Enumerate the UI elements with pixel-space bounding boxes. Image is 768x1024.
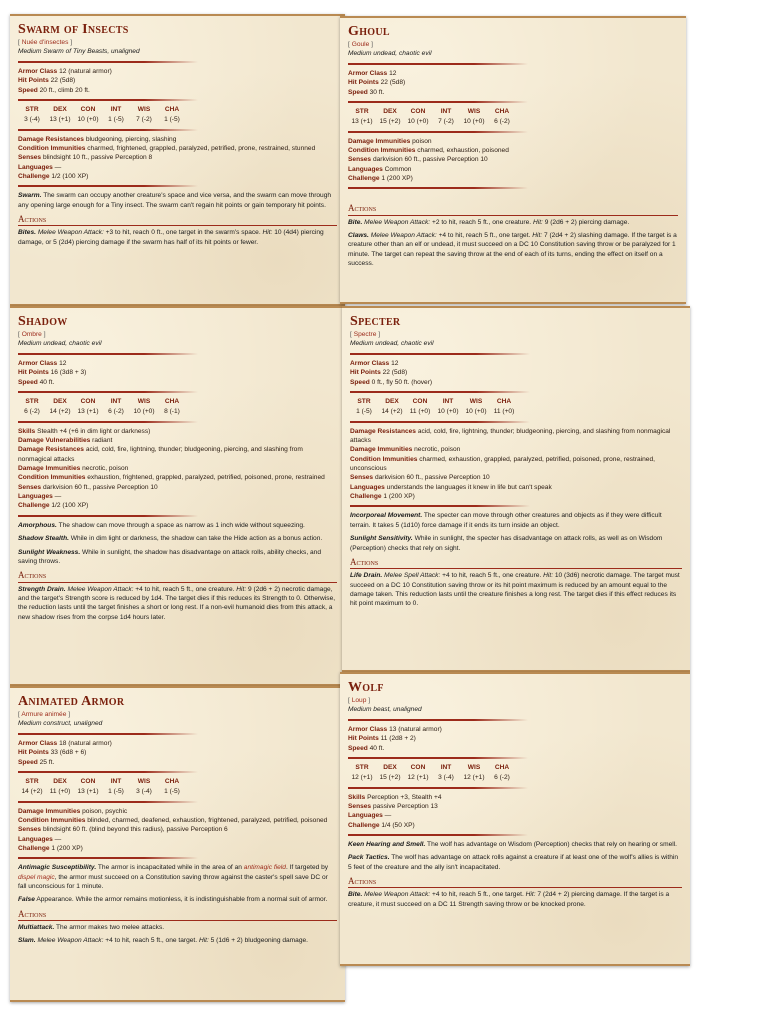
monster-translation: [ Spectre ] [350, 331, 381, 339]
languages: Languages Common [348, 165, 412, 173]
ability-value: 10 (+0) [77, 116, 99, 124]
action: Slam. Melee Weapon Attack: +4 to hit, reach 5 ft., one target. Hit: 5 (1d6 + 2) bludgeoning damage. [18, 937, 309, 945]
skills: Skills Stealth +4 (+6 in dim light or darkness) [18, 427, 151, 435]
armor-class: Armor Class 12 [348, 69, 397, 77]
damage-immunities: Damage Immunities necrotic, poison [350, 446, 461, 454]
ability-label: INT [110, 777, 122, 785]
ability-value: 3 (-4) [438, 774, 454, 782]
divider [18, 353, 198, 355]
ability-label: STR [25, 777, 39, 785]
armor-class: Armor Class 18 (natural armor) [18, 739, 112, 747]
action: Claws. Melee Weapon Attack: +4 to hit, reach 5 ft., one target. Hit: 7 (2d4 + 2) slashing damage. If the target is a creature other than an elf or undead, it must succeed on a DC 10 Constitution saving throw or be paralyzed for 1 minute. The target can repeat the saving throw at the end of each of its turns, ending the effect on itself on a success. [348, 232, 677, 268]
ability-label: STR [25, 105, 39, 113]
ability-label: CHA [164, 397, 180, 405]
actions-heading: Actions [348, 876, 682, 888]
ability-label: DEX [383, 107, 397, 115]
ability-label: CHA [496, 397, 512, 405]
ability-value: 10 (+0) [133, 408, 155, 416]
ability-value: 11 (+0) [493, 408, 515, 416]
damage-resistances: Damage Resistances bludgeoning, piercing, slashing [18, 135, 177, 143]
monster-translation: [ Armure animée ] [18, 711, 71, 719]
divider [348, 787, 528, 789]
ability-label: DEX [385, 397, 399, 405]
divider [348, 757, 528, 759]
ability-label: WIS [137, 777, 151, 785]
ability-value: 3 (-4) [136, 788, 152, 796]
monster-type: Medium undead, chaotic evil [350, 340, 434, 348]
stat-block-animated-armor [10, 686, 345, 1002]
ability-label: DEX [53, 105, 67, 113]
divider [18, 185, 198, 187]
challenge: Challenge 1/2 (100 XP) [18, 173, 89, 181]
action: Bite. Melee Weapon Attack: +2 to hit, reach 5 ft., one creature. Hit: 9 (2d6 + 2) piercing damage. [348, 218, 630, 226]
ability-value: 6 (-2) [108, 408, 124, 416]
monster-translation: [ Ombre ] [18, 331, 46, 339]
hit-points: Hit Points 16 (3d8 + 3) [18, 369, 87, 377]
ability-label: INT [110, 397, 122, 405]
action: Life Drain. Melee Spell Attack: +4 to hit, reach 5 ft., one creature. Hit: 10 (3d6) necrotic damage. The target must succeed on a DC 10 Constitution saving throw or its hit point maximum is reduced by an amount equal to the damage taken. This reduction lasts until the creature finishes a long rest. The target dies if this effect reduces its hit point maximum to 0. [350, 572, 680, 608]
ability-value: 12 (+1) [351, 774, 373, 782]
ability-value: 6 (-2) [494, 774, 510, 782]
ability-label: CON [410, 763, 426, 771]
senses: Senses darkvision 60 ft., passive Perception 10 [18, 483, 158, 491]
divider [18, 733, 198, 735]
stat-block-shadow [10, 306, 345, 686]
divider [350, 421, 530, 423]
divider [348, 63, 528, 65]
divider [18, 771, 198, 773]
challenge: Challenge 1 (200 XP) [350, 493, 415, 501]
monster-name: Wolf [348, 680, 384, 695]
divider [348, 131, 528, 133]
trait: Pack Tactics. The wolf has advantage on attack rolls against a creature if at least one of the wolf's allies is within 5 feet of the creature and the ally isn't incapacitated. [348, 854, 679, 871]
languages: Languages understands the languages it knew in life but can't speak [350, 483, 552, 491]
ability-value: 10 (+0) [407, 118, 429, 126]
damage-immunities: Damage Immunities necrotic, poison [18, 465, 129, 473]
trait: Sunlight Weakness. While in sunlight, the shadow has disadvantage on attack rolls, ability checks, and saving throws. [18, 548, 321, 565]
divider [348, 187, 528, 189]
armor-class: Armor Class 12 [18, 359, 67, 367]
actions-heading: Actions [350, 557, 682, 569]
ability-value: 6 (-2) [494, 118, 510, 126]
trait: Swarm. The swarm can occupy another creature's space and vice versa, and the swarm can move through any opening large enough for a Tiny insect. The swarm can't regain hit points or gain temporary hit points. [18, 192, 332, 209]
hit-points: Hit Points 11 (2d8 + 2) [348, 735, 416, 743]
trait: Sunlight Sensitivity. While in sunlight, the specter has disadvantage on attack rolls, as well as on Wisdom (Perception) checks that rely on sight. [350, 535, 663, 552]
actions-heading: Actions [18, 214, 337, 226]
stat-block-wolf [340, 672, 690, 966]
ability-value: 15 (+2) [379, 774, 401, 782]
ability-label: WIS [467, 763, 481, 771]
ability-value: 12 (+1) [463, 774, 485, 782]
languages: Languages — [348, 812, 392, 820]
divider [350, 353, 530, 355]
ability-value: 15 (+2) [379, 118, 401, 126]
actions-heading: Actions [18, 909, 337, 921]
hit-points: Hit Points 22 (5d8) [350, 369, 408, 377]
monster-type: Medium Swarm of Tiny Beasts, unaligned [18, 48, 140, 56]
ability-label: INT [110, 105, 122, 113]
armor-class: Armor Class 12 [350, 359, 399, 367]
trait: Antimagic Susceptibility. The armor is incapacitated while in the area of an antimagic field. If targeted by dispel magic, the armor must succeed on a Constitution saving throw against the caster's spell save DC or fall unconscious for 1 minute. [18, 864, 329, 891]
divider [18, 61, 198, 63]
ability-label: CON [80, 777, 96, 785]
condition-immunities: Condition Immunities charmed, frightened, grappled, paralyzed, petrified, prone, restrained, stunned [18, 144, 316, 152]
action: Bites. Melee Weapon Attack: +3 to hit, reach 0 ft., one target in the swarm's space. Hit: 10 (4d4) piercing damage, or 5 (2d4) piercing damage if the swarm has half of its hit points or fewer. [18, 229, 324, 246]
ability-value: 1 (-5) [108, 788, 124, 796]
ability-value: 11 (+0) [49, 788, 71, 796]
monster-name: Animated Armor [18, 694, 125, 709]
ability-label: CON [80, 397, 96, 405]
divider [18, 129, 198, 131]
divider [18, 857, 198, 859]
monster-translation: [ Goule ] [348, 41, 373, 49]
ability-value: 7 (-2) [136, 116, 152, 124]
speed: Speed 0 ft., fly 50 ft. (hover) [350, 378, 433, 386]
senses: Senses darkvision 60 ft., passive Perception 10 [350, 474, 490, 482]
trait: Keen Hearing and Smell. The wolf has advantage on Wisdom (Perception) checks that rely on hearing or smell. [348, 841, 677, 849]
languages: Languages — [18, 493, 62, 501]
ability-label: CHA [164, 777, 180, 785]
challenge: Challenge 1/2 (100 XP) [18, 502, 89, 510]
ability-label: WIS [467, 107, 481, 115]
challenge: Challenge 1 (200 XP) [348, 175, 413, 183]
armor-class: Armor Class 13 (natural armor) [348, 725, 442, 733]
ability-scores [18, 397, 186, 417]
ability-value: 7 (-2) [438, 118, 454, 126]
divider [350, 505, 530, 507]
ability-value: 8 (-1) [164, 408, 180, 416]
challenge: Challenge 1/4 (50 XP) [348, 821, 415, 829]
senses: Senses passive Perception 13 [348, 802, 438, 810]
monster-name: Swarm of Insects [18, 22, 129, 37]
ability-value: 14 (+2) [21, 788, 43, 796]
trait: Incorporeal Movement. The specter can move through other creatures and objects as if they were difficult terrain. It takes 5 (1d10) force damage if it ends its turn inside an object. [350, 512, 662, 529]
ability-label: CHA [494, 107, 510, 115]
skills: Skills Perception +3, Stealth +4 [348, 793, 442, 801]
damage-immunities: Damage Immunities poison [348, 137, 432, 145]
ability-scores [18, 105, 186, 125]
ability-value: 10 (+0) [465, 408, 487, 416]
ability-scores [348, 107, 516, 127]
ability-label: INT [440, 107, 452, 115]
ability-label: STR [355, 763, 369, 771]
trait: Amorphous. The shadow can move through a space as narrow as 1 inch wide without squeezing. [18, 521, 305, 529]
divider [18, 391, 198, 393]
action: Bite. Melee Weapon Attack: +4 to hit, reach 5 ft., one target. Hit: 7 (2d4 + 2) piercing damage. If the target is a creature, it must succeed on a DC 11 Strength saving throw or be knocked prone. [348, 891, 670, 908]
divider [350, 391, 530, 393]
senses: Senses blindsight 10 ft., passive Perception 8 [18, 154, 153, 162]
ability-value: 1 (-5) [108, 116, 124, 124]
ability-value: 14 (+2) [381, 408, 403, 416]
languages: Languages — [18, 163, 62, 171]
ability-label: WIS [137, 397, 151, 405]
divider [348, 719, 528, 721]
ability-value: 6 (-2) [24, 408, 40, 416]
monster-type: Medium beast, unaligned [348, 706, 422, 714]
actions-heading: Actions [348, 203, 678, 215]
ability-scores [348, 763, 516, 783]
ability-value: 11 (+0) [409, 408, 431, 416]
divider [348, 101, 528, 103]
divider [18, 421, 198, 423]
spell-link[interactable]: dispel magic [18, 873, 55, 881]
divider [18, 99, 198, 101]
condition-immunities: Condition Immunities charmed, exhaustion, grappled, paralyzed, petrified, poisoned, prone, restrained, unconscious [350, 455, 655, 473]
ability-label: STR [357, 397, 371, 405]
damage-resistances: Damage Resistances acid, cold, fire, lightning, thunder; bludgeoning, piercing, and slashing from nonmagical attacks [350, 427, 671, 444]
ability-value: 13 (+1) [351, 118, 373, 126]
hit-points: Hit Points 33 (6d8 + 6) [18, 749, 87, 757]
ability-label: STR [355, 107, 369, 115]
challenge: Challenge 1 (200 XP) [18, 845, 83, 853]
ability-label: DEX [53, 777, 67, 785]
condition-immunities: Condition Immunities exhaustion, frightened, grappled, paralyzed, petrified, poisoned, prone, restrained [18, 474, 325, 482]
ability-value: 1 (-5) [164, 788, 180, 796]
monster-type: Medium undead, chaotic evil [348, 50, 432, 58]
ability-label: STR [25, 397, 39, 405]
ability-scores [18, 777, 186, 797]
speed: Speed 40 ft. [348, 744, 385, 752]
stat-block-specter [342, 306, 690, 672]
hit-points: Hit Points 22 (5d8) [348, 79, 406, 87]
ability-value: 1 (-5) [164, 116, 180, 124]
divider [18, 515, 198, 517]
monster-type: Medium undead, chaotic evil [18, 340, 102, 348]
monster-type: Medium construct, unaligned [18, 720, 103, 728]
speed: Speed 30 ft. [348, 88, 385, 96]
ability-label: CON [412, 397, 428, 405]
trait: Shadow Stealth. While in dim light or darkness, the shadow can take the Hide action as a bonus action. [18, 535, 323, 543]
condition-immunities: Condition Immunities charmed, exhaustion, poisoned [348, 146, 509, 154]
monster-name: Shadow [18, 314, 68, 329]
divider [348, 834, 528, 836]
senses: Senses blindsight 60 ft. (blind beyond this radius), passive Perception 6 [18, 826, 228, 834]
ability-label: CHA [164, 105, 180, 113]
ability-scores [350, 397, 518, 417]
ability-label: DEX [383, 763, 397, 771]
action: Strength Drain. Melee Weapon Attack: +4 to hit, reach 5 ft., one creature. Hit: 9 (2d6 + 2) necrotic damage, and the target's Strength score is reduced by 1d4. The target dies if this reduces its Strength to 0. Otherwise, the reduction lasts until the target finishes a short or long rest. If a non-evil humanoid dies from this attack, a new shadow rises from the corpse 1d4 hours later. [18, 585, 336, 621]
ability-label: CON [410, 107, 426, 115]
speed: Speed 25 ft. [18, 758, 55, 766]
trait: False Appearance. While the armor remains motionless, it is indistinguishable from a normal suit of armor. [18, 896, 328, 904]
monster-name: Ghoul [348, 24, 390, 39]
spell-link[interactable]: antimagic field [243, 864, 286, 872]
hit-points: Hit Points 22 (5d8) [18, 77, 76, 85]
ability-value: 12 (+1) [407, 774, 429, 782]
condition-immunities: Condition Immunities blinded, charmed, deafened, exhaustion, frightened, paralyzed, petrified, poisoned [18, 816, 328, 824]
ability-label: INT [442, 397, 454, 405]
monster-name: Specter [350, 314, 401, 329]
ability-label: WIS [469, 397, 483, 405]
divider [18, 801, 198, 803]
ability-value: 3 (-4) [24, 116, 40, 124]
languages: Languages — [18, 835, 62, 843]
damage-vulnerabilities: Damage Vulnerabilities radiant [18, 436, 113, 444]
ability-value: 13 (+1) [77, 408, 99, 416]
ability-value: 1 (-5) [356, 408, 372, 416]
ability-value: 14 (+2) [49, 408, 71, 416]
monster-translation: [ Nuée d'insectes ] [18, 39, 73, 47]
monster-translation: [ Loup ] [348, 697, 371, 705]
speed: Speed 40 ft. [18, 378, 55, 386]
ability-value: 13 (+1) [77, 788, 99, 796]
stat-block-swarm-of-insects [10, 14, 345, 306]
damage-immunities: Damage Immunities poison, psychic [18, 807, 128, 815]
senses: Senses darkvision 60 ft., passive Perception 10 [348, 156, 488, 164]
ability-label: DEX [53, 397, 67, 405]
ability-label: CON [80, 105, 96, 113]
actions-heading: Actions [18, 570, 337, 582]
ability-value: 13 (+1) [49, 116, 71, 124]
stat-block-ghoul [340, 16, 686, 304]
ability-value: 10 (+0) [463, 118, 485, 126]
damage-resistances: Damage Resistances acid, cold, fire, lightning, thunder; bludgeoning, piercing, and slashing from nonmagical attacks [18, 446, 303, 463]
ability-value: 10 (+0) [437, 408, 459, 416]
ability-label: INT [440, 763, 452, 771]
ability-label: CHA [494, 763, 510, 771]
action: Multiattack. The armor makes two melee attacks. [18, 924, 165, 932]
speed: Speed 20 ft., climb 20 ft. [18, 86, 90, 94]
armor-class: Armor Class 12 (natural armor) [18, 67, 112, 75]
ability-label: WIS [137, 105, 151, 113]
